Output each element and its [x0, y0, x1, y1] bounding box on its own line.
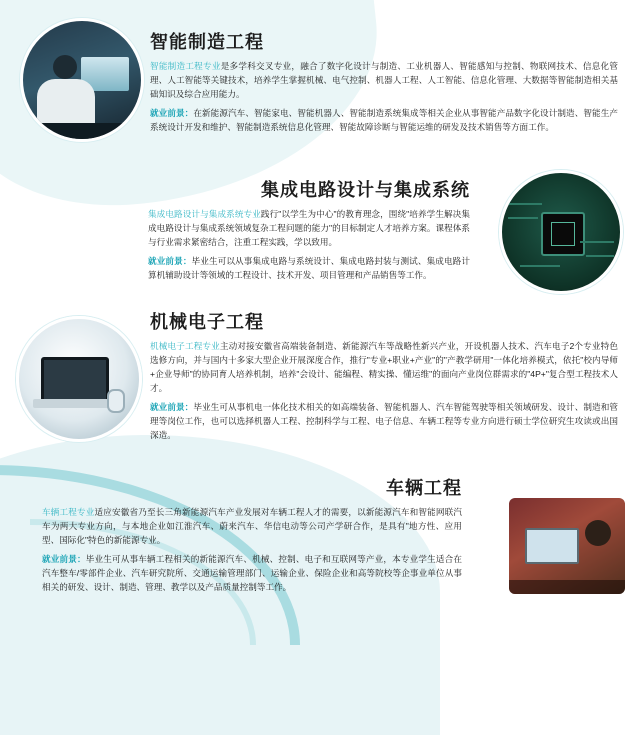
- section-smart-manufacturing: [150, 28, 618, 140]
- lab-monitor-shape: [525, 528, 579, 564]
- laptop-photo: [16, 316, 142, 442]
- section-title-smart-manufacturing: 智能制造工程: [150, 32, 264, 52]
- paragraph-text: 践行"以学生为中心"的教育理念，围绕"培养学生解决集成电路设计与集成系统领域复杂工程问题的能力"的目标制定人才培养方案。课程体系与行业需求紧密结合，注重工程实践，学以致用。: [148, 209, 470, 247]
- paragraph-lead: 就业前景：: [42, 553, 86, 564]
- laptop-base-shape: [33, 399, 115, 408]
- paragraph-lead: 集成电路设计与集成系统专业: [148, 209, 261, 219]
- paragraph-lead: 智能制造工程专业: [150, 61, 221, 71]
- circuit-trace: [508, 217, 538, 219]
- circuit-chip-photo: [499, 170, 623, 294]
- paragraph-lead: 就业前景：: [150, 107, 194, 118]
- paragraph-text: 适应安徽省乃至长三角新能源汽车产业发展对车辆工程人才的需要，以新能源汽车和智能网联汽车为两大专业方向，与本地企业如江淮汽车、蔚来汽车、华信电动等公司产学研合作，是具有"地方性、应用型、国际化"特色的新能源专业。: [42, 507, 462, 545]
- photo-foreground-bar: [509, 580, 625, 594]
- paragraph-text: 主动对接安徽省高端装备制造、新能源汽车等战略性新兴产业，开设机器人技术、汽车电子2个专业特色选修方向，并与国内十多家大型企业开展深度合作，推行"专业+职业+产业"的"产教学研用"一体化培养模式，依托"校内导师+企业导师"的协同育人培养机制，培养"会设计、能编程、精实操、懂运维"的面向产业岗位群需求的"4P+"复合型工程技术人才。: [150, 341, 618, 393]
- paragraph-lead: 车辆工程专业: [42, 507, 95, 517]
- paragraph-career: [150, 107, 618, 135]
- laptop-screen-shape: [41, 357, 109, 403]
- paragraph-text: 是多学科交叉专业，融合了数字化设计与制造、工业机器人、智能感知与控制、物联网技术、信息化管理、人工智能等关键技术，培养学生掌握机械、电气控制、机器人工程、人工智能、信息化管理、大数据等智能制造相关基础知识及综合应用能力。: [150, 61, 618, 99]
- circuit-trace: [580, 241, 614, 243]
- chip-shape: [541, 212, 585, 256]
- circuit-trace: [586, 255, 614, 257]
- section-mechanical-electronic: [150, 308, 618, 447]
- circuit-trace: [520, 265, 560, 267]
- paragraph-career: [148, 255, 470, 283]
- paragraph-intro: [150, 340, 618, 396]
- desk-shape: [23, 123, 141, 139]
- paragraph-text: 在新能源汽车、智能家电、智能机器人、智能制造系统集成等相关企业从事智能产品数字化设计制造、智能生产系统设计开发和维护、智能制造系统信息化管理、智能故障诊断与智能运维的研发及技术销售等方面工作。: [150, 107, 618, 132]
- paragraph-intro: [150, 60, 618, 102]
- paragraph-lead: 机械电子工程专业: [150, 341, 220, 351]
- paragraph-career: [42, 553, 462, 595]
- mouse-shape: [107, 389, 125, 413]
- paragraph-career: [150, 401, 618, 443]
- lab-person-shape: [585, 520, 611, 546]
- paragraph-intro: [42, 506, 462, 548]
- person-at-computer-photo: [20, 18, 144, 142]
- section-vehicle-engineering: [42, 474, 462, 600]
- paragraph-intro: [148, 208, 470, 250]
- paragraph-text: 毕业生可以从事集成电路与系统设计、集成电路封装与测试、集成电路计算机辅助设计等领域的工程设计、技术开发、项目管理和产品销售等工作。: [148, 255, 470, 280]
- section-integrated-circuit: [148, 176, 470, 288]
- person-head-shape: [53, 55, 77, 79]
- paragraph-text: 毕业生可从事机电一体化技术相关的如高端装备、智能机器人、汽车智能驾驶等相关领域研发、设计、制造和管理等岗位工作，也可以选择机器人工程、控制科学与工程、电子信息、车辆工程等专业方向进行硕士学位研究生攻读或出国深造。: [150, 401, 618, 440]
- paragraph-text: 毕业生可从事车辆工程相关的新能源汽车、机械、控制、电子和互联网等产业，本专业学生适合在汽车整车/零部件企业、汽车研究院所、交通运输管理部门、运输企业、保险企业和高等院校等企事业单位从事相关的研发、设计、制造、管理、教学以及产品质量控制等工作。: [42, 553, 462, 592]
- section-title-mechanical-electronic: 机械电子工程: [150, 312, 264, 332]
- paragraph-lead: 就业前景：: [148, 255, 192, 266]
- circuit-trace: [508, 203, 542, 205]
- vehicle-lab-photo: [509, 498, 625, 594]
- section-title-integrated-circuit: 集成电路设计与集成系统: [261, 180, 470, 200]
- section-title-vehicle-engineering: 车辆工程: [386, 478, 462, 498]
- paragraph-lead: 就业前景：: [150, 401, 194, 412]
